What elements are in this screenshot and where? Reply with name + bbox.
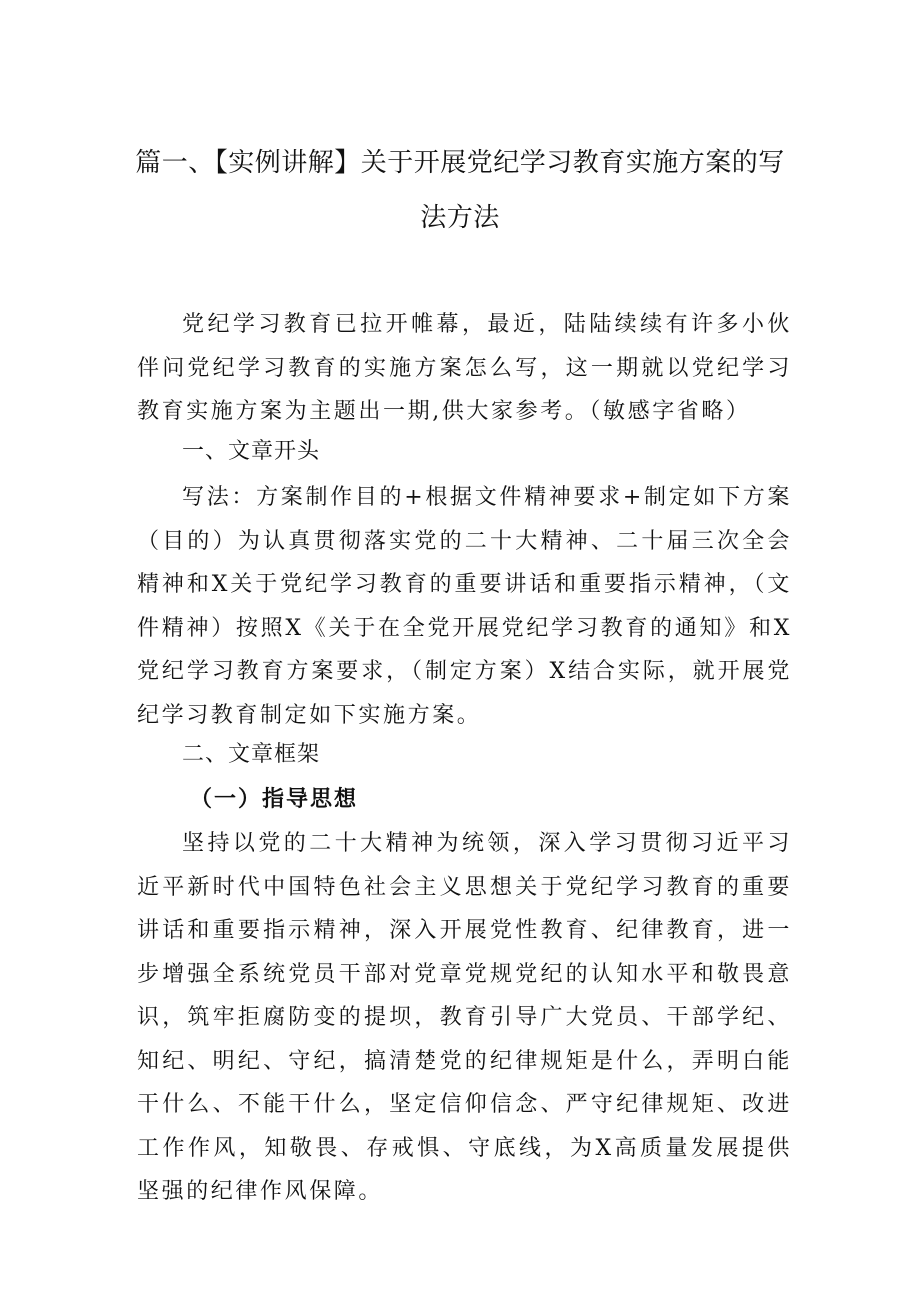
section-opening-paragraph: 写法：方案制作目的+根据文件精神要求+制定如下方案（目的）为认真贯彻落实党的二十大精神、二十届三次全会精神和X关于党纪学习教育的重要讲话和重要指示精神，（文件精神）按照X《关于在全党开展党纪学习教育的通知》和X党纪学习教育方案要求，（制定方案）X结合实际，就开展党纪学习教育制定如下实施方案。: [137, 485, 792, 728]
intro-paragraph: 党纪学习教育已拉开帷幕，最近，陆陆续续有许多小伙伴问党纪学习教育的实施方案怎么写，这一期就以党纪学习教育实施方案为主题出一期,供大家参考。（敏感字省略）: [137, 312, 792, 424]
subsection-heading-guiding-ideology: （一）指导思想: [190, 786, 359, 812]
document-title-line-1: 篇一、【实例讲解】关于开展党纪学习教育实施方案的写: [135, 148, 785, 178]
document-title-line-2: 法方法: [420, 203, 500, 233]
section-heading-opening: 一、文章开头: [182, 439, 321, 464]
section-heading-framework: 二、文章框架: [182, 742, 321, 767]
guiding-ideology-paragraph: 坚持以党的二十大精神为统领，深入学习贯彻习近平习近平新时代中国特色社会主义思想关于党纪学习教育的重要讲话和重要指示精神，深入开展党性教育、纪律教育，进一步增强全系统党员干部对党章党规党纪的认知水平和敬畏意识，筑牢拒腐防变的提坝，教育引导广大党员、干部学纪、知纪、明纪、守纪，搞清楚党的纪律规矩是什么，弄明白能干什么、不能干什么，坚定信仰信念、严守纪律规矩、改进工作作风，知敬畏、存戒惧、守底线，为X高质量发展提供坚强的纪律作风保障。: [137, 831, 792, 1204]
